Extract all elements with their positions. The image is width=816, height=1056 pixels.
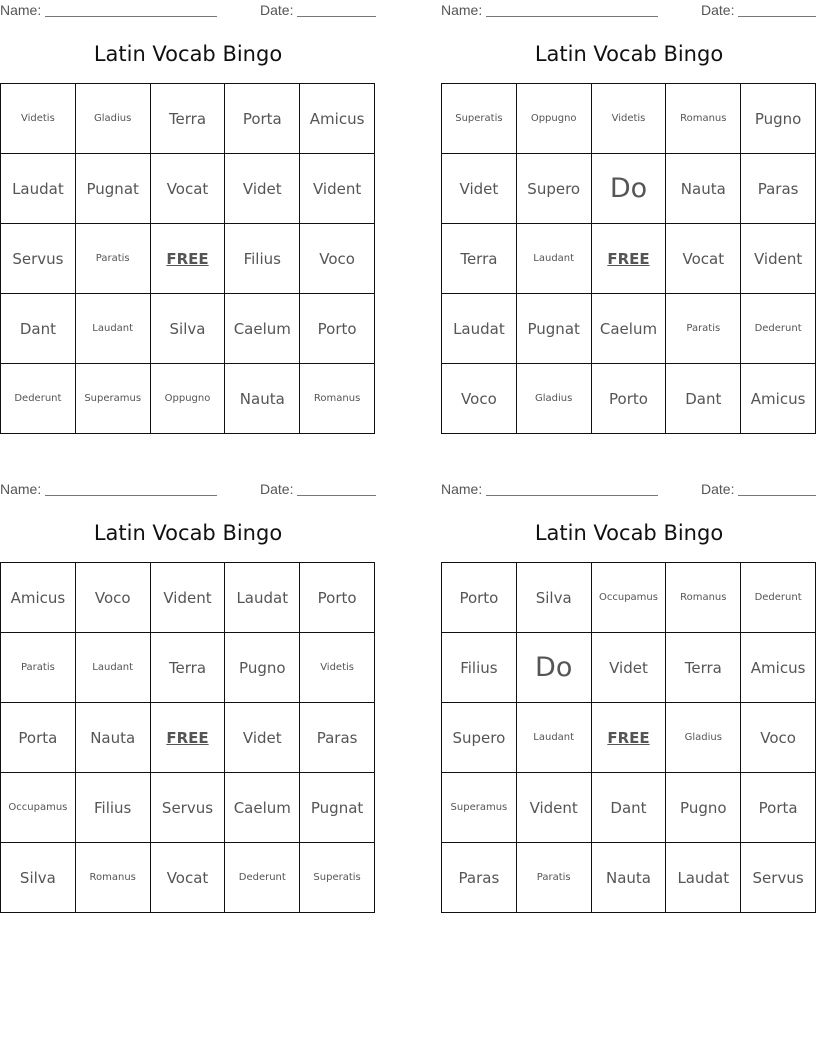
bingo-cell[interactable]: Superamus (76, 364, 151, 434)
bingo-cell[interactable]: Voco (442, 364, 517, 434)
date-field-line[interactable] (297, 16, 376, 17)
name-label: Name: (441, 481, 483, 497)
bingo-cell[interactable]: Silva (151, 294, 226, 364)
bingo-grid (441, 83, 816, 434)
bingo-cell[interactable]: Laudat (1, 154, 76, 224)
bingo-cell[interactable]: Caelum (592, 294, 667, 364)
bingo-card-3 (0, 479, 376, 919)
card-title: Latin Vocab Bingo (93, 42, 283, 66)
bingo-cell[interactable]: Servus (1, 224, 76, 294)
name-label: Name: (0, 481, 42, 497)
bingo-cell[interactable]: Nauta (76, 703, 151, 773)
bingo-cell[interactable]: Do (592, 154, 667, 224)
bingo-cell[interactable]: Occupamus (1, 773, 76, 843)
bingo-card-1 (0, 0, 376, 440)
bingo-cell[interactable]: Laudant (76, 294, 151, 364)
name-field-line[interactable] (486, 495, 658, 496)
card-header (0, 481, 376, 499)
bingo-cell[interactable]: Laudat (442, 294, 517, 364)
bingo-card-2 (441, 0, 816, 440)
bingo-cell[interactable]: Voco (300, 224, 375, 294)
bingo-cell[interactable]: Paras (442, 843, 517, 913)
bingo-cell[interactable]: Dederunt (741, 563, 816, 633)
bingo-cell[interactable]: Vident (300, 154, 375, 224)
bingo-cell[interactable]: Supero (517, 154, 592, 224)
bingo-cell[interactable]: Pugnat (517, 294, 592, 364)
free-space-cell[interactable]: FREE (151, 224, 226, 294)
bingo-cell[interactable]: Silva (517, 563, 592, 633)
bingo-cell[interactable]: Porto (592, 364, 667, 434)
bingo-cell[interactable]: Laudat (666, 843, 741, 913)
bingo-cell[interactable]: Servus (741, 843, 816, 913)
date-label: Date: (260, 481, 294, 497)
name-label: Name: (0, 2, 42, 18)
bingo-cell[interactable]: Dant (592, 773, 667, 843)
bingo-cell[interactable]: Terra (442, 224, 517, 294)
bingo-cell[interactable]: Dederunt (225, 843, 300, 913)
bingo-cell[interactable]: Gladius (76, 84, 151, 154)
free-space-cell[interactable]: FREE (592, 224, 667, 294)
bingo-cell[interactable]: Caelum (225, 294, 300, 364)
bingo-cell[interactable]: Amicus (300, 84, 375, 154)
bingo-cell[interactable]: Filius (442, 633, 517, 703)
bingo-cell[interactable]: Filius (225, 224, 300, 294)
bingo-cell[interactable]: Oppugno (151, 364, 226, 434)
bingo-cell[interactable]: Vocat (151, 843, 226, 913)
name-field-line[interactable] (486, 16, 658, 17)
bingo-cell[interactable]: Romanus (76, 843, 151, 913)
bingo-cell[interactable]: Amicus (741, 364, 816, 434)
bingo-cell[interactable]: Dant (666, 364, 741, 434)
bingo-cell[interactable]: Gladius (517, 364, 592, 434)
bingo-cell[interactable]: Pugnat (300, 773, 375, 843)
bingo-cell[interactable]: Superamus (442, 773, 517, 843)
bingo-cell[interactable]: Porto (300, 563, 375, 633)
bingo-cell[interactable]: Amicus (1, 563, 76, 633)
bingo-cell[interactable]: Terra (666, 633, 741, 703)
free-space-cell[interactable]: FREE (592, 703, 667, 773)
bingo-cell[interactable]: Videt (592, 633, 667, 703)
bingo-cell[interactable]: Terra (151, 633, 226, 703)
bingo-cell[interactable]: Pugno (225, 633, 300, 703)
name-field-line[interactable] (45, 16, 217, 17)
bingo-cell[interactable]: Romanus (300, 364, 375, 434)
bingo-cell[interactable]: Videt (442, 154, 517, 224)
bingo-cell[interactable]: Videtis (592, 84, 667, 154)
bingo-cell[interactable]: Superatis (442, 84, 517, 154)
bingo-cell[interactable]: Paras (300, 703, 375, 773)
bingo-cell[interactable]: Porta (741, 773, 816, 843)
bingo-cell[interactable]: Dant (1, 294, 76, 364)
bingo-cell[interactable]: Porta (1, 703, 76, 773)
card-title: Latin Vocab Bingo (534, 521, 724, 545)
bingo-cell[interactable]: Vident (741, 224, 816, 294)
bingo-cell[interactable]: Porto (442, 563, 517, 633)
bingo-cell[interactable]: Nauta (225, 364, 300, 434)
bingo-cell[interactable]: Amicus (741, 633, 816, 703)
bingo-cell[interactable]: Paratis (517, 843, 592, 913)
bingo-cell[interactable]: Laudat (225, 563, 300, 633)
bingo-cell[interactable]: Paratis (666, 294, 741, 364)
bingo-cell[interactable]: Superatis (300, 843, 375, 913)
bingo-cell[interactable]: Vident (151, 563, 226, 633)
name-field-line[interactable] (45, 495, 217, 496)
bingo-cell[interactable]: Paratis (1, 633, 76, 703)
bingo-cell[interactable]: Laudant (76, 633, 151, 703)
bingo-cell[interactable]: Videt (225, 703, 300, 773)
bingo-cell[interactable]: Vident (517, 773, 592, 843)
date-label: Date: (260, 2, 294, 18)
card-title: Latin Vocab Bingo (534, 42, 724, 66)
bingo-cell[interactable]: Laudant (517, 224, 592, 294)
name-label: Name: (441, 2, 483, 18)
bingo-grid (441, 562, 816, 913)
bingo-cell[interactable]: Paratis (76, 224, 151, 294)
bingo-cell[interactable]: Supero (442, 703, 517, 773)
bingo-cell[interactable]: Dederunt (1, 364, 76, 434)
bingo-cell[interactable]: Gladius (666, 703, 741, 773)
bingo-cell[interactable]: Occupamus (592, 563, 667, 633)
bingo-cell[interactable]: Caelum (225, 773, 300, 843)
bingo-cell[interactable]: Videt (225, 154, 300, 224)
bingo-cell[interactable]: Videtis (300, 633, 375, 703)
bingo-cell[interactable]: Dederunt (741, 294, 816, 364)
bingo-cell[interactable]: Paras (741, 154, 816, 224)
date-field-line[interactable] (738, 495, 816, 496)
bingo-cell[interactable]: Voco (741, 703, 816, 773)
date-label: Date: (701, 2, 735, 18)
bingo-grid (0, 83, 375, 434)
bingo-cell[interactable]: Pugno (741, 84, 816, 154)
bingo-cell[interactable]: Porto (300, 294, 375, 364)
bingo-cell[interactable]: Oppugno (517, 84, 592, 154)
bingo-cell[interactable]: Porta (225, 84, 300, 154)
bingo-cell[interactable]: Nauta (666, 154, 741, 224)
bingo-cell[interactable]: Do (517, 633, 592, 703)
bingo-cell[interactable]: Servus (151, 773, 226, 843)
bingo-cell[interactable]: Pugnat (76, 154, 151, 224)
bingo-cell[interactable]: Silva (1, 843, 76, 913)
date-field-line[interactable] (297, 495, 376, 496)
bingo-cell[interactable]: Laudant (517, 703, 592, 773)
bingo-cell[interactable]: Terra (151, 84, 226, 154)
bingo-cell[interactable]: Nauta (592, 843, 667, 913)
bingo-cell[interactable]: Romanus (666, 84, 741, 154)
bingo-cell[interactable]: Videtis (1, 84, 76, 154)
card-header (441, 2, 816, 20)
card-header (0, 2, 376, 20)
bingo-cell[interactable]: Pugno (666, 773, 741, 843)
card-title: Latin Vocab Bingo (93, 521, 283, 545)
bingo-cell[interactable]: Vocat (151, 154, 226, 224)
bingo-cell[interactable]: Voco (76, 563, 151, 633)
bingo-cell[interactable]: Filius (76, 773, 151, 843)
date-field-line[interactable] (738, 16, 816, 17)
card-header (441, 481, 816, 499)
free-space-cell[interactable]: FREE (151, 703, 226, 773)
date-label: Date: (701, 481, 735, 497)
bingo-cell[interactable]: Vocat (666, 224, 741, 294)
bingo-grid (0, 562, 375, 913)
bingo-cell[interactable]: Romanus (666, 563, 741, 633)
bingo-card-4 (441, 479, 816, 919)
